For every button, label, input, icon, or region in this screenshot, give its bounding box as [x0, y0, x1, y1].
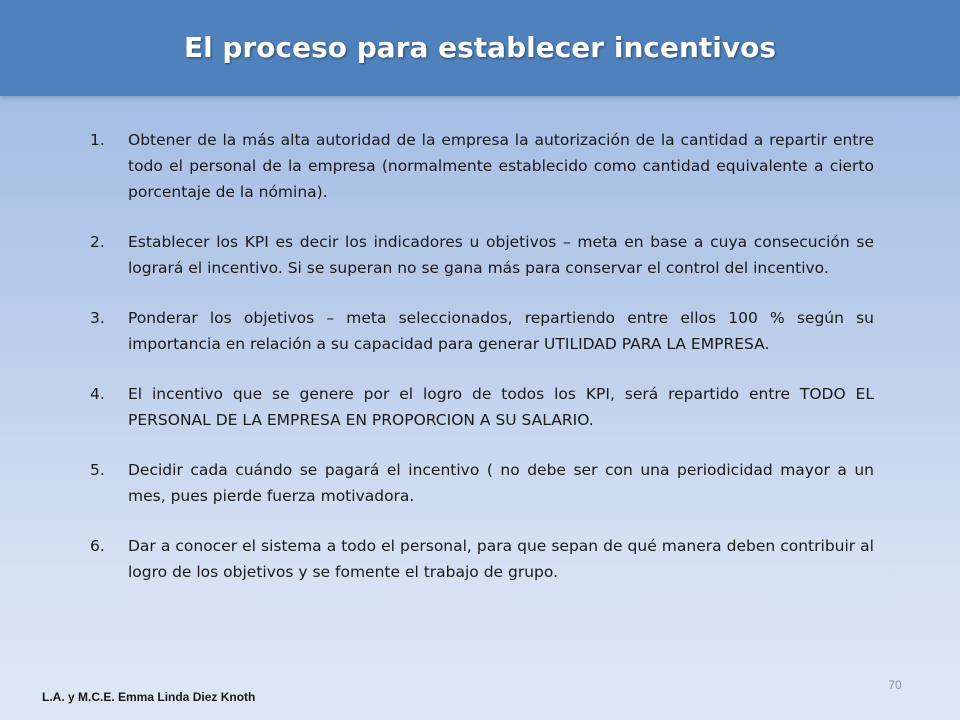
slide-title: El proceso para establecer incentivos — [183, 31, 777, 64]
list-item — [90, 533, 874, 585]
list-item-number: 1. — [90, 131, 105, 149]
list-item-text: Decidir cada cuándo se pagará el incentivo ( no debe ser con una periodicidad mayor a un mes, pues pierde fuerza motivadora. — [128, 461, 874, 505]
page-number: 70 — [888, 678, 902, 692]
list-item — [90, 381, 874, 433]
footer-author: L.A. y M.C.E. Emma Linda Diez Knoth — [42, 690, 256, 704]
list-item-text: Dar a conocer el sistema a todo el personal, para que sepan de qué manera deben contribuir al logro de los objetivos y se fomente el trabajo de grupo. — [128, 537, 874, 581]
list-item-number: 5. — [90, 461, 105, 479]
list-item-number: 6. — [90, 537, 105, 555]
list-item-number: 3. — [90, 309, 105, 327]
list-item — [90, 457, 874, 509]
list-item-text: Obtener de la más alta autoridad de la empresa la autorización de la cantidad a repartir entre todo el personal de la empresa (normalmente establecido como cantidad equivalente a cierto porcentaje de la nómina). — [128, 131, 874, 201]
list-item-text: Establecer los KPI es decir los indicadores u objetivos – meta en base a cuya consecución se logrará el incentivo. Si se superan no se gana más para conservar el control del incentivo. — [128, 233, 874, 277]
list-item — [90, 305, 874, 357]
list-item-number: 2. — [90, 233, 105, 251]
list-item-text: El incentivo que se genere por el logro de todos los KPI, será repartido entre TODO EL PERSONAL DE LA EMPRESA EN PROPORCION A SU SALARIO. — [128, 385, 874, 429]
list-item — [90, 229, 874, 281]
process-steps-list — [90, 127, 874, 609]
list-item-number: 4. — [90, 385, 105, 403]
list-item — [90, 127, 874, 205]
list-item-text: Ponderar los objetivos – meta seleccionados, repartiendo entre ellos 100 % según su importancia en relación a su capacidad para generar UTILIDAD PARA LA EMPRESA. — [128, 309, 874, 353]
